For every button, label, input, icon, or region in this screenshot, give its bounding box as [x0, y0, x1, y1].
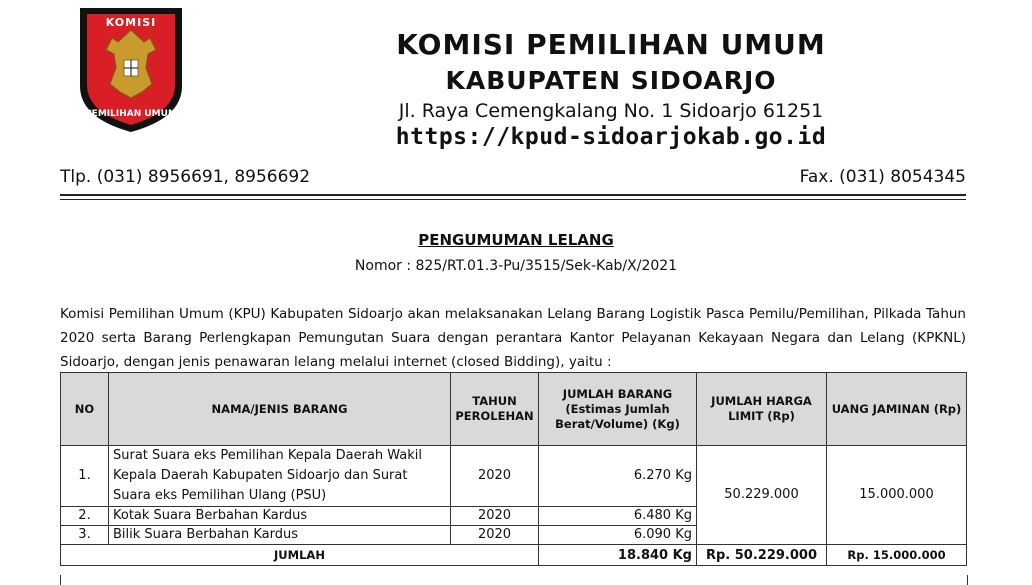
total-label: JUMLAH [61, 545, 539, 566]
cell-name: Bilik Suara Berbahan Kardus [109, 526, 451, 545]
total-row [61, 545, 967, 566]
header-name: NAMA/JENIS BARANG [109, 373, 451, 446]
cell-name: Surat Suara eks Pemilihan Kepala Daerah Wakil Kepala Daerah Kabupaten Sidoarjo dan Surat Suara eks Pemilihan Ulang (PSU) [109, 446, 451, 507]
cell-qty: 6.270 Kg [539, 446, 697, 507]
cell-no: 2. [61, 507, 109, 526]
cell-year: 2020 [451, 446, 539, 507]
header-no: NO [61, 373, 109, 446]
header-divider-thin [60, 199, 966, 200]
auction-table [60, 372, 967, 566]
table-row [61, 446, 967, 507]
cell-qty: 6.480 Kg [539, 507, 697, 526]
org-name: KOMISI PEMILIHAN UMUM [396, 28, 826, 61]
announcement-number: Nomor : 825/RT.01.3-Pu/3515/Sek-Kab/X/2021 [354, 258, 678, 274]
region-name: KABUPATEN SIDOARJO [445, 66, 777, 95]
cell-year: 2020 [451, 526, 539, 545]
cell-no: 3. [61, 526, 109, 545]
svg-text:PEMILIHAN UMUM: PEMILIHAN UMUM [85, 109, 177, 119]
cell-limit: 50.229.000 [697, 446, 827, 545]
cell-year: 2020 [451, 507, 539, 526]
website-link[interactable]: https://kpud-sidoarjokab.go.id [395, 124, 827, 150]
header-deposit: UANG JAMINAN (Rp) [827, 373, 967, 446]
cell-no: 1. [61, 446, 109, 507]
fax-number: Fax. (031) 8054345 [799, 167, 966, 187]
cell-name: Kotak Suara Berbahan Kardus [109, 507, 451, 526]
total-deposit: Rp. 15.000.000 [827, 545, 967, 566]
header-limit: JUMLAH HARGA LIMIT (Rp) [697, 373, 827, 446]
header-qty: JUMLAH BARANG (Estimas Jumlah Berat/Volume) (Kg) [539, 373, 697, 446]
announcement-paragraph: Komisi Pemilihan Umum (KPU) Kabupaten Sidoarjo akan melaksanakan Lelang Barang Logistik Pasca Pemilu/Pemilihan, Pilkada Tahun 2020 serta Barang Perlengkapan Pemungutan Suara dengan perantara Kantor Pelayanan Kekayaan Negara dan Lelang (KPKNL) Sidoarjo, dengan jenis penawaran lelang melalui internet (closed Bidding), yaitu : [60, 306, 966, 370]
svg-text:KOMISI: KOMISI [105, 16, 157, 29]
header-divider [60, 194, 966, 196]
kpu-logo [72, 2, 190, 134]
cell-deposit: 15.000.000 [827, 446, 967, 545]
phone-number: Tlp. (031) 8956691, 8956692 [60, 167, 311, 187]
table-continuation [60, 575, 968, 585]
cell-qty: 6.090 Kg [539, 526, 697, 545]
address: Jl. Raya Cemengkalang No. 1 Sidoarjo 61251 [398, 100, 824, 122]
total-qty: 18.840 Kg [539, 545, 697, 566]
total-limit: Rp. 50.229.000 [697, 545, 827, 566]
announcement-title: PENGUMUMAN LELANG [418, 231, 614, 249]
header-year: TAHUN PEROLEHAN [451, 373, 539, 446]
table-header-row [61, 373, 967, 446]
